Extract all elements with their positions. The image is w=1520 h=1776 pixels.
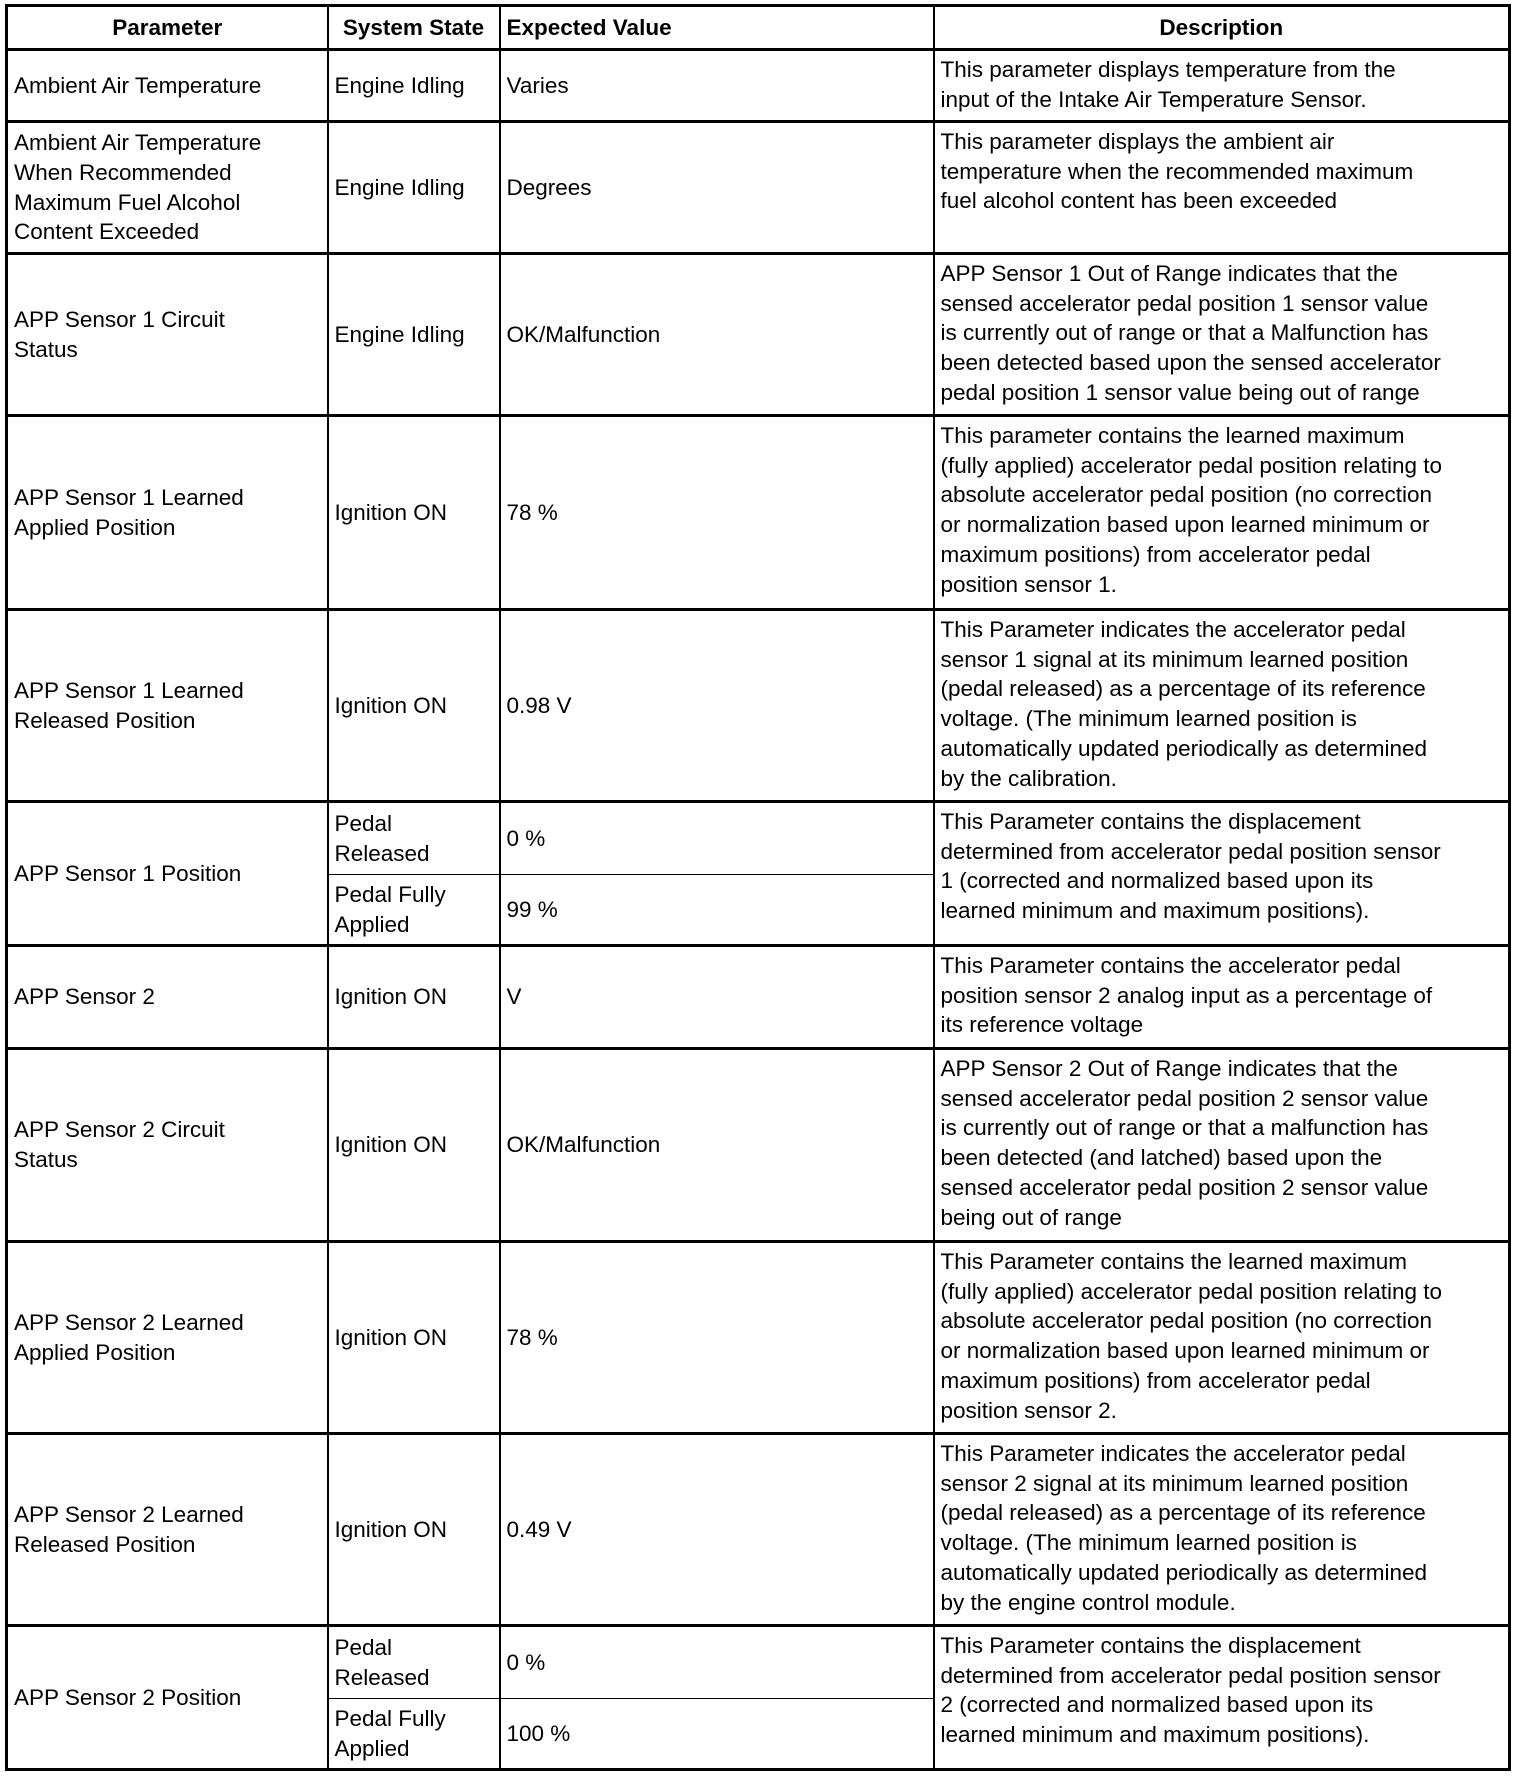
text-line: This Parameter contains the learned maximum	[940, 1249, 1407, 1274]
text-line: Status	[14, 1147, 78, 1172]
text-line: maximum positions) from accelerator pedal	[940, 541, 1371, 567]
text-line: Engine Idling	[334, 321, 465, 347]
text-line: learned minimum and maximum positions).	[940, 1722, 1370, 1748]
cell-expected-value: OK/Malfunction	[500, 254, 934, 416]
text-line: learned minimum and maximum positions).	[940, 898, 1370, 924]
text-line: automatically updated periodically as determined	[940, 735, 1428, 761]
text-line: Pedal	[334, 1634, 393, 1660]
text-line: APP Sensor 1 Circuit	[14, 306, 225, 332]
header-parameter: Parameter	[7, 6, 328, 50]
text-line: maximum positions) from accelerator pedal	[940, 1367, 1371, 1393]
cell-description	[934, 946, 1510, 1049]
header-row	[7, 6, 1510, 50]
text-line: input of the Intake Air Temperature Sensor.	[940, 86, 1367, 112]
text-line: voltage. (The minimum learned position is	[940, 1530, 1357, 1556]
cell-expected-value: OK/Malfunction	[500, 1049, 934, 1242]
text-line: APP Sensor 2 Learned	[14, 1309, 244, 1335]
table-row	[7, 416, 1510, 610]
text-line: been detected based upon the sensed accelerator	[940, 350, 1441, 376]
cell-expected-value: 0 %	[500, 802, 934, 875]
text-line: Ignition ON	[334, 1132, 448, 1158]
cell-expected-value: Varies	[500, 50, 934, 122]
text-line: sensor 1 signal at its minimum learned position	[940, 646, 1409, 672]
text-line: absolute accelerator pedal position (no correction	[940, 482, 1433, 508]
cell-parameter	[7, 254, 328, 416]
text-line: Pedal Fully	[334, 881, 446, 907]
text-line: Engine Idling	[334, 174, 465, 200]
cell-expected-value: 78 %	[500, 416, 934, 610]
text-line: fuel alcohol content has been exceeded	[940, 188, 1338, 214]
cell-parameter	[7, 50, 328, 122]
cell-description	[934, 1242, 1510, 1434]
header-description: Description	[934, 6, 1510, 50]
text-line: Ignition ON	[334, 692, 448, 718]
text-line: temperature when the recommended maximum	[940, 158, 1414, 184]
cell-system-state	[328, 416, 500, 610]
text-line: being out of range	[940, 1204, 1122, 1230]
cell-system-state	[328, 1699, 500, 1770]
cell-expected-value: 78 %	[500, 1242, 934, 1434]
cell-expected-value: 99 %	[500, 875, 934, 946]
text-line: This Parameter contains the displacement	[940, 1633, 1361, 1658]
text-line: Ignition ON	[334, 984, 448, 1010]
header-system-state: System State	[328, 6, 500, 50]
text-line: Applied	[334, 1735, 410, 1761]
text-line: APP Sensor 1 Position	[14, 860, 242, 886]
text-line: sensed accelerator pedal position 2 sensor value	[940, 1174, 1429, 1200]
text-line: determined from accelerator pedal position sensor	[940, 1662, 1441, 1688]
cell-system-state	[328, 802, 500, 875]
text-line: absolute accelerator pedal position (no correction	[940, 1308, 1433, 1334]
cell-description	[934, 610, 1510, 802]
table-row	[7, 122, 1510, 254]
text-line: voltage. (The minimum learned position is	[940, 706, 1357, 732]
cell-system-state	[328, 50, 500, 122]
text-line: Released Position	[14, 707, 196, 733]
text-line: (fully applied) accelerator pedal position relating to	[940, 1278, 1443, 1304]
text-line: When Recommended	[14, 159, 232, 185]
text-line: APP Sensor 2 Learned	[14, 1501, 244, 1527]
parameter-table	[5, 4, 1511, 1771]
cell-system-state	[328, 946, 500, 1049]
cell-system-state	[328, 875, 500, 946]
cell-description	[934, 1626, 1510, 1770]
text-line: (pedal released) as a percentage of its reference	[940, 1500, 1426, 1526]
text-line: Ignition ON	[334, 1324, 448, 1350]
text-line: Applied Position	[14, 1339, 176, 1365]
text-line: Engine Idling	[334, 72, 465, 98]
cell-description	[934, 1049, 1510, 1242]
text-line: position sensor 1.	[940, 571, 1117, 597]
cell-parameter	[7, 610, 328, 802]
cell-parameter	[7, 1434, 328, 1626]
text-line: Released Position	[14, 1531, 196, 1557]
text-line: Maximum Fuel Alcohol	[14, 189, 241, 215]
text-line: position sensor 2 analog input as a percentage of	[940, 982, 1433, 1008]
cell-expected-value: Degrees	[500, 122, 934, 254]
text-line: automatically updated periodically as determined	[940, 1559, 1428, 1585]
table-row	[7, 1626, 1510, 1699]
cell-system-state	[328, 254, 500, 416]
text-line: or normalization based upon learned minimum or	[940, 1338, 1430, 1364]
cell-expected-value: 0 %	[500, 1626, 934, 1699]
text-line: sensed accelerator pedal position 1 sensor value	[940, 290, 1429, 316]
cell-parameter	[7, 1626, 328, 1770]
text-line: Status	[14, 336, 78, 362]
text-line: is currently out of range or that a Malfunction has	[940, 320, 1429, 346]
text-line: Ambient Air Temperature	[14, 72, 262, 98]
text-line: 2 (corrected and normalized based upon its	[940, 1692, 1374, 1718]
cell-description	[934, 254, 1510, 416]
cell-description	[934, 50, 1510, 122]
text-line: Ambient Air Temperature	[14, 130, 262, 156]
text-line: determined from accelerator pedal position sensor	[940, 838, 1441, 864]
text-line: been detected (and latched) based upon the	[940, 1145, 1383, 1171]
text-line: APP Sensor 1 Learned	[14, 484, 244, 510]
text-line: APP Sensor 2	[14, 984, 155, 1010]
text-line: sensor 2 signal at its minimum learned position	[940, 1470, 1409, 1496]
text-line: or normalization based upon learned minimum or	[940, 512, 1430, 538]
cell-description	[934, 416, 1510, 610]
cell-system-state	[328, 610, 500, 802]
text-line: sensed accelerator pedal position 2 sensor value	[940, 1085, 1429, 1111]
cell-expected-value: 0.98 V	[500, 610, 934, 802]
text-line: APP Sensor 2 Out of Range indicates that the	[940, 1056, 1398, 1081]
table-row	[7, 1049, 1510, 1242]
text-line: position sensor 2.	[940, 1397, 1117, 1423]
cell-parameter	[7, 122, 328, 254]
table-row	[7, 946, 1510, 1049]
text-line: This parameter displays the ambient air	[940, 129, 1335, 154]
text-line: Pedal Fully	[334, 1705, 446, 1731]
cell-parameter	[7, 946, 328, 1049]
table-row	[7, 254, 1510, 416]
text-line: by the calibration.	[940, 765, 1117, 791]
text-line: APP Sensor 1 Out of Range indicates that the	[940, 261, 1398, 286]
cell-expected-value: 0.49 V	[500, 1434, 934, 1626]
table-row	[7, 1434, 1510, 1626]
text-line: its reference voltage	[940, 1012, 1144, 1038]
cell-system-state	[328, 1434, 500, 1626]
cell-system-state	[328, 122, 500, 254]
text-line: pedal position 1 sensor value being out of range	[940, 379, 1420, 405]
cell-expected-value: V	[500, 946, 934, 1049]
text-line: This Parameter contains the displacement	[940, 809, 1361, 834]
text-line: is currently out of range or that a malfunction has	[940, 1115, 1429, 1141]
table-row	[7, 50, 1510, 122]
text-line: APP Sensor 1 Learned	[14, 677, 244, 703]
text-line: Applied Position	[14, 514, 176, 540]
text-line: (pedal released) as a percentage of its reference	[940, 676, 1426, 702]
cell-system-state	[328, 1242, 500, 1434]
cell-system-state	[328, 1626, 500, 1699]
text-line: This parameter displays temperature from the	[940, 57, 1396, 82]
cell-description	[934, 802, 1510, 946]
text-line: Pedal	[334, 810, 393, 836]
header-expected-value: Expected Value	[500, 6, 934, 50]
table-row	[7, 610, 1510, 802]
cell-expected-value: 100 %	[500, 1699, 934, 1770]
text-line: This Parameter indicates the accelerator pedal	[940, 617, 1406, 642]
cell-parameter	[7, 1242, 328, 1434]
text-line: (fully applied) accelerator pedal position relating to	[940, 452, 1443, 478]
table-body	[7, 50, 1510, 1770]
text-line: This parameter contains the learned maximum	[940, 423, 1405, 448]
text-line: Released	[334, 840, 430, 866]
cell-description	[934, 1434, 1510, 1626]
text-line: APP Sensor 2 Position	[14, 1684, 242, 1710]
text-line: This Parameter contains the accelerator pedal	[940, 953, 1401, 978]
cell-parameter	[7, 1049, 328, 1242]
cell-description	[934, 122, 1510, 254]
text-line: This Parameter indicates the accelerator pedal	[940, 1441, 1406, 1466]
text-line: 1 (corrected and normalized based upon its	[940, 868, 1374, 894]
text-line: Ignition ON	[334, 499, 448, 525]
text-line: Released	[334, 1664, 430, 1690]
cell-system-state	[328, 1049, 500, 1242]
text-line: Applied	[334, 911, 410, 937]
table-row	[7, 802, 1510, 875]
cell-parameter	[7, 802, 328, 946]
cell-parameter	[7, 416, 328, 610]
text-line: Ignition ON	[334, 1516, 448, 1542]
table-row	[7, 1242, 1510, 1434]
text-line: Content Exceeded	[14, 219, 200, 245]
text-line: by the engine control module.	[940, 1589, 1236, 1615]
text-line: APP Sensor 2 Circuit	[14, 1117, 225, 1143]
